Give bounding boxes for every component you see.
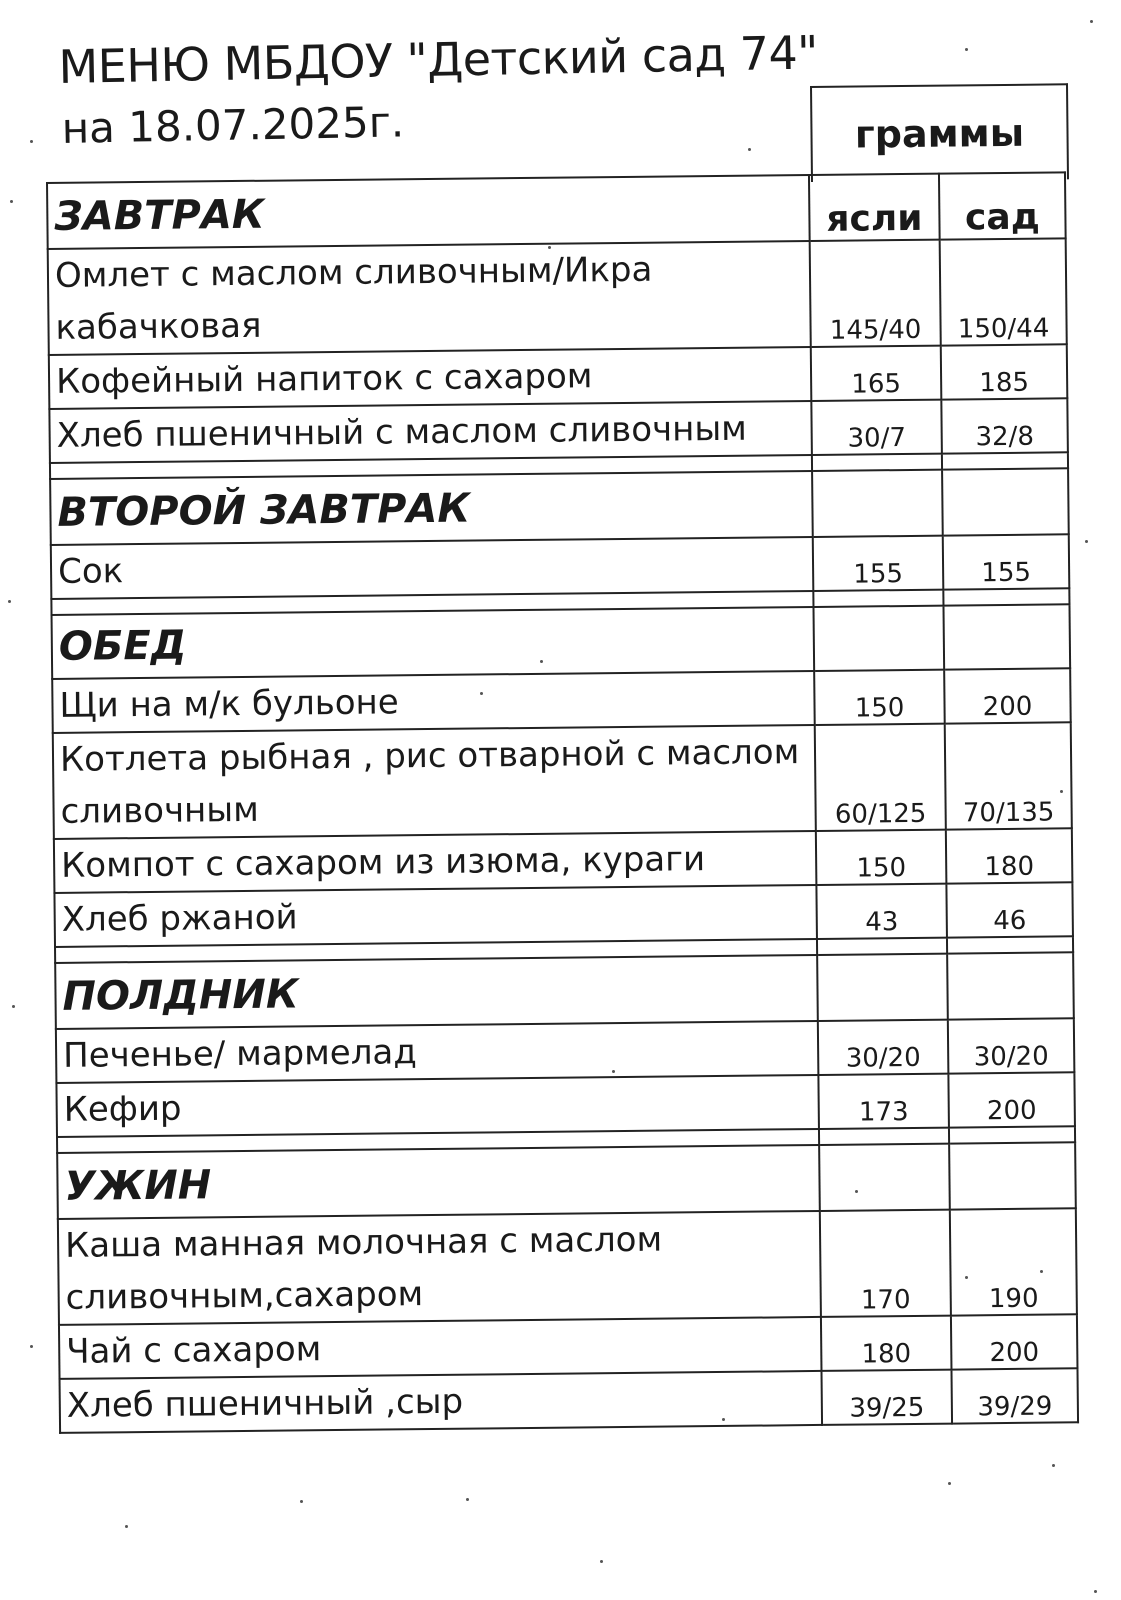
garden-grams: 185 <box>941 344 1068 399</box>
garden-grams: 190 <box>950 1208 1077 1315</box>
dish-name: Печенье/ мармелад <box>56 1021 819 1083</box>
menu-table <box>46 171 1079 1434</box>
dish-name: Хлеб пшеничный с маслом сливочным <box>49 401 812 463</box>
dish-name: Щи на м/к бульоне <box>52 671 815 733</box>
garden-grams: 30/20 <box>948 1018 1075 1073</box>
section-title: ЗАВТРАК <box>47 175 810 249</box>
dish-name: Компот с сахаром из изюма, кураги <box>54 831 817 893</box>
dish-name: Чай с сахаром <box>59 1317 822 1379</box>
units-label: граммы <box>854 110 1025 157</box>
garden-grams: 180 <box>946 828 1073 883</box>
section-title: ВТОРОЙ ЗАВТРАК <box>50 471 813 545</box>
menu-row <box>58 1208 1077 1325</box>
title-block <box>58 25 819 153</box>
scan-speck <box>540 660 543 663</box>
nursery-grams: 145/40 <box>810 240 941 347</box>
dish-name: Хлеб пшеничный ,сыр <box>60 1371 823 1433</box>
section-title: ОБЕД <box>52 607 815 679</box>
section-header-row <box>50 468 1069 545</box>
scan-speck <box>855 1190 858 1193</box>
section-header-row <box>55 952 1074 1029</box>
nursery-grams: 155 <box>813 536 944 591</box>
garden-grams: 200 <box>951 1314 1078 1369</box>
dish-name: Кофейный напиток с сахаром <box>49 347 812 409</box>
menu-row <box>53 722 1072 839</box>
scan-speck <box>965 1276 968 1279</box>
dish-name: Сок <box>51 537 814 599</box>
scan-speck <box>1090 20 1093 23</box>
nursery-grams: 30/20 <box>818 1020 949 1075</box>
garden-grams: 39/29 <box>951 1368 1078 1423</box>
scan-speck <box>722 1418 725 1421</box>
garden-grams: 70/135 <box>945 722 1072 829</box>
garden-grams: 200 <box>948 1072 1075 1127</box>
nursery-grams: 39/25 <box>821 1370 952 1425</box>
section-title: ПОЛДНИК <box>55 955 818 1029</box>
column-garden: сад <box>939 172 1066 239</box>
scan-speck <box>480 692 483 695</box>
menu-row <box>60 1368 1079 1433</box>
page-title: МЕНЮ МБДОУ "Детский сад 74" <box>58 25 819 94</box>
scan-speck <box>965 48 968 51</box>
scan-speck <box>548 246 551 249</box>
scan-speck <box>1085 540 1088 543</box>
nursery-grams: 173 <box>818 1074 949 1129</box>
units-header <box>810 83 1069 182</box>
scan-speck <box>1060 790 1063 793</box>
scan-speck <box>1094 1590 1097 1593</box>
garden-grams: 150/44 <box>940 238 1067 345</box>
section-header-row <box>57 1142 1076 1219</box>
scan-speck <box>10 200 13 203</box>
section-header-row <box>47 172 1066 249</box>
nursery-grams: 150 <box>816 830 947 885</box>
scan-speck <box>300 1500 303 1503</box>
scan-speck <box>30 140 33 143</box>
scan-speck <box>466 1498 469 1501</box>
nursery-grams: 180 <box>821 1316 952 1371</box>
scan-speck <box>8 600 11 603</box>
menu-date: на 18.07.2025г. <box>61 97 405 153</box>
garden-grams: 46 <box>946 882 1073 937</box>
nursery-grams: 30/7 <box>811 400 942 455</box>
nursery-grams: 43 <box>816 884 947 939</box>
dish-name: Кефир <box>56 1075 819 1137</box>
scan-speck <box>748 148 751 151</box>
scan-speck <box>600 1560 603 1563</box>
menu-row <box>48 238 1067 355</box>
nursery-grams: 60/125 <box>815 724 946 831</box>
scan-speck <box>30 1345 33 1348</box>
scan-speck <box>12 1005 15 1008</box>
scan-speck <box>125 1525 128 1528</box>
nursery-grams: 150 <box>814 670 945 725</box>
scan-speck <box>948 1482 951 1485</box>
column-nursery: ясли <box>809 174 940 241</box>
scan-speck <box>1040 1270 1043 1273</box>
garden-grams: 155 <box>943 534 1070 589</box>
section-header-row <box>52 604 1071 679</box>
dish-name: Каша манная молочная с маслом сливочным,сахаром <box>58 1211 821 1325</box>
dish-name: Хлеб ржаной <box>54 885 817 947</box>
dish-name: Котлета рыбная , рис отварной с маслом сливочным <box>53 725 816 839</box>
section-title: УЖИН <box>57 1145 820 1219</box>
menu-table-wrap <box>46 171 1079 1434</box>
scan-speck <box>1052 1464 1055 1467</box>
dish-name: Омлет с маслом сливочным/Икра кабачковая <box>48 241 811 355</box>
nursery-grams: 165 <box>811 346 942 401</box>
garden-grams: 200 <box>944 668 1071 723</box>
nursery-grams: 170 <box>820 1210 951 1317</box>
garden-grams: 32/8 <box>941 398 1068 453</box>
scan-speck <box>612 1070 615 1073</box>
